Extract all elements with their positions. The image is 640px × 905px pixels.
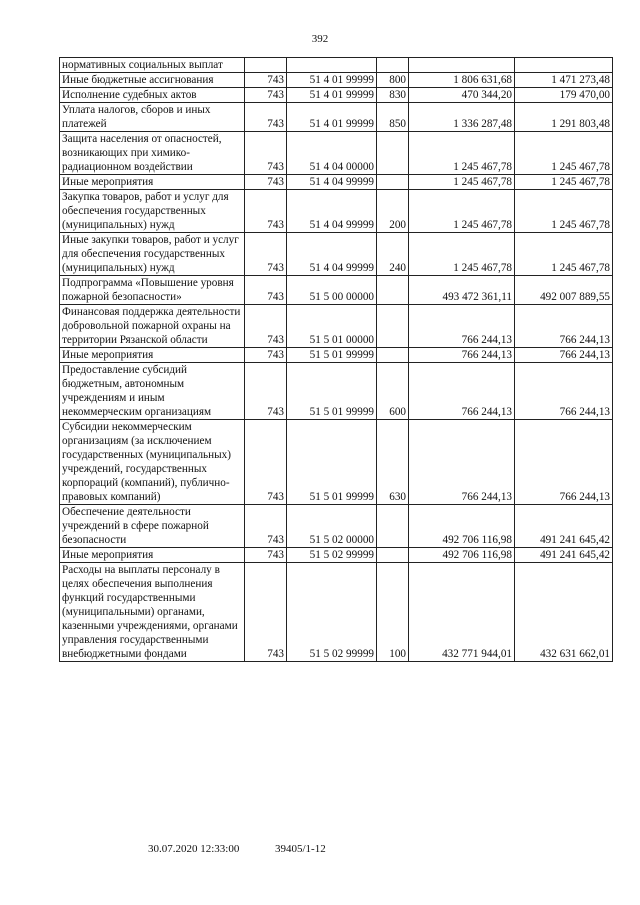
expense-type-cell: 630 (377, 420, 409, 505)
ved-code-cell: 743 (245, 305, 287, 348)
table-row (60, 420, 613, 505)
ved-code-cell: 743 (245, 190, 287, 233)
amount-year1-cell: 1 806 631,68 (409, 73, 515, 88)
footer-document-number: 39405/1-12 (275, 843, 326, 855)
row-name-cell: нормативных социальных выплат (60, 58, 245, 73)
table-row (60, 88, 613, 103)
amount-year1-cell: 1 336 287,48 (409, 103, 515, 132)
row-name-cell: Иные мероприятия (60, 548, 245, 563)
amount-year2-cell: 1 245 467,78 (515, 175, 613, 190)
target-article-cell: 51 5 01 99999 (287, 348, 377, 363)
expense-type-cell: 850 (377, 103, 409, 132)
ved-code-cell: 743 (245, 363, 287, 420)
row-name-cell: Иные закупки товаров, работ и услуг для обеспечения государственных (муниципальных) нужд (60, 233, 245, 276)
ved-code-cell: 743 (245, 103, 287, 132)
ved-code-cell: 743 (245, 548, 287, 563)
target-article-cell: 51 4 01 99999 (287, 73, 377, 88)
amount-year2-cell: 432 631 662,01 (515, 563, 613, 662)
amount-year1-cell: 492 706 116,98 (409, 548, 515, 563)
amount-year1-cell: 1 245 467,78 (409, 132, 515, 175)
table-row (60, 548, 613, 563)
target-article-cell: 51 4 01 99999 (287, 103, 377, 132)
ved-code-cell: 743 (245, 505, 287, 548)
amount-year2-cell: 766 244,13 (515, 363, 613, 420)
amount-year2-cell: 491 241 645,42 (515, 505, 613, 548)
expense-type-cell: 830 (377, 88, 409, 103)
ved-code-cell: 743 (245, 175, 287, 190)
target-article-cell: 51 5 01 99999 (287, 420, 377, 505)
amount-year1-cell: 492 706 116,98 (409, 505, 515, 548)
expense-type-cell (377, 58, 409, 73)
expense-type-cell (377, 548, 409, 563)
target-article-cell: 51 5 00 00000 (287, 276, 377, 305)
amount-year2-cell: 492 007 889,55 (515, 276, 613, 305)
row-name-cell: Субсидии некоммерческим организациям (за исключением государственных (муниципальных) учреждений, государственных корпораций (компаний), публично-правовых компаний) (60, 420, 245, 505)
row-name-cell: Защита населения от опасностей, возникающих при химико-радиационном воздействии (60, 132, 245, 175)
row-name-cell: Исполнение судебных актов (60, 88, 245, 103)
target-article-cell: 51 4 04 99999 (287, 233, 377, 276)
table-row (60, 305, 613, 348)
target-article-cell: 51 5 01 99999 (287, 363, 377, 420)
expense-type-cell (377, 305, 409, 348)
table-row (60, 563, 613, 662)
table-row (60, 363, 613, 420)
target-article-cell: 51 5 02 99999 (287, 563, 377, 662)
amount-year2-cell (515, 58, 613, 73)
amount-year1-cell: 432 771 944,01 (409, 563, 515, 662)
target-article-cell: 51 5 01 00000 (287, 305, 377, 348)
footer-timestamp: 30.07.2020 12:33:00 (148, 843, 240, 855)
target-article-cell: 51 4 04 99999 (287, 190, 377, 233)
target-article-cell: 51 5 02 99999 (287, 548, 377, 563)
target-article-cell: 51 4 04 00000 (287, 132, 377, 175)
expense-type-cell (377, 132, 409, 175)
amount-year1-cell: 1 245 467,78 (409, 175, 515, 190)
amount-year2-cell: 1 245 467,78 (515, 233, 613, 276)
amount-year1-cell: 1 245 467,78 (409, 233, 515, 276)
table-row (60, 58, 613, 73)
ved-code-cell: 743 (245, 233, 287, 276)
amount-year1-cell: 766 244,13 (409, 305, 515, 348)
ved-code-cell: 743 (245, 276, 287, 305)
page-number: 392 (311, 33, 329, 45)
row-name-cell: Уплата налогов, сборов и иных платежей (60, 103, 245, 132)
expense-type-cell: 200 (377, 190, 409, 233)
target-article-cell: 51 4 01 99999 (287, 88, 377, 103)
expense-type-cell (377, 175, 409, 190)
expense-type-cell (377, 348, 409, 363)
table-row (60, 233, 613, 276)
amount-year1-cell: 470 344,20 (409, 88, 515, 103)
table-row (60, 132, 613, 175)
expense-type-cell: 600 (377, 363, 409, 420)
ved-code-cell: 743 (245, 420, 287, 505)
row-name-cell: Обеспечение деятельности учреждений в сфере пожарной безопасности (60, 505, 245, 548)
expense-type-cell: 100 (377, 563, 409, 662)
ved-code-cell: 743 (245, 73, 287, 88)
amount-year2-cell: 491 241 645,42 (515, 548, 613, 563)
amount-year2-cell: 766 244,13 (515, 420, 613, 505)
target-article-cell (287, 58, 377, 73)
ved-code-cell: 743 (245, 132, 287, 175)
row-name-cell: Расходы на выплаты персоналу в целях обеспечения выполнения функций государственными (муниципальными) органами, казенными учреждениями, органами управления государственными внебюджетными фондами (60, 563, 245, 662)
table-row (60, 505, 613, 548)
row-name-cell: Закупка товаров, работ и услуг для обеспечения государственных (муниципальных) нужд (60, 190, 245, 233)
budget-table (59, 57, 613, 662)
amount-year1-cell (409, 58, 515, 73)
row-name-cell: Предоставление субсидий бюджетным, автономным учреждениям и иным некоммерческим организациям (60, 363, 245, 420)
table-row (60, 348, 613, 363)
target-article-cell: 51 4 04 99999 (287, 175, 377, 190)
table-row (60, 190, 613, 233)
amount-year2-cell: 1 471 273,48 (515, 73, 613, 88)
ved-code-cell: 743 (245, 88, 287, 103)
row-name-cell: Финансовая поддержка деятельности добровольной пожарной охраны на территории Рязанской области (60, 305, 245, 348)
table-row (60, 73, 613, 88)
expense-type-cell (377, 505, 409, 548)
amount-year1-cell: 766 244,13 (409, 348, 515, 363)
table-row (60, 103, 613, 132)
amount-year1-cell: 766 244,13 (409, 363, 515, 420)
amount-year2-cell: 766 244,13 (515, 305, 613, 348)
row-name-cell: Иные бюджетные ассигнования (60, 73, 245, 88)
table-row (60, 175, 613, 190)
expense-type-cell: 240 (377, 233, 409, 276)
expense-type-cell (377, 276, 409, 305)
amount-year2-cell: 1 291 803,48 (515, 103, 613, 132)
amount-year1-cell: 1 245 467,78 (409, 190, 515, 233)
amount-year2-cell: 179 470,00 (515, 88, 613, 103)
amount-year1-cell: 766 244,13 (409, 420, 515, 505)
row-name-cell: Иные мероприятия (60, 348, 245, 363)
row-name-cell: Подпрограмма «Повышение уровня пожарной безопасности» (60, 276, 245, 305)
ved-code-cell: 743 (245, 563, 287, 662)
table-row (60, 276, 613, 305)
amount-year2-cell: 1 245 467,78 (515, 132, 613, 175)
row-name-cell: Иные мероприятия (60, 175, 245, 190)
amount-year1-cell: 493 472 361,11 (409, 276, 515, 305)
ved-code-cell (245, 58, 287, 73)
expense-type-cell: 800 (377, 73, 409, 88)
amount-year2-cell: 1 245 467,78 (515, 190, 613, 233)
amount-year2-cell: 766 244,13 (515, 348, 613, 363)
target-article-cell: 51 5 02 00000 (287, 505, 377, 548)
table-body (60, 58, 613, 662)
ved-code-cell: 743 (245, 348, 287, 363)
